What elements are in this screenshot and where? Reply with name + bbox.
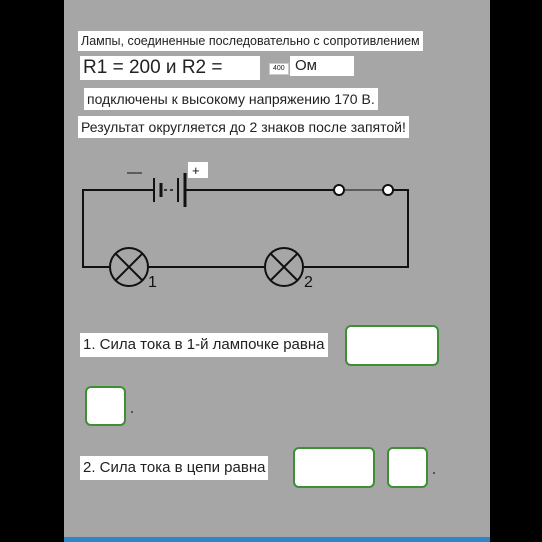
voltage-statement: подключены к высокому напряжению 170 В. bbox=[84, 88, 378, 110]
answer-2-unit-input[interactable] bbox=[387, 447, 428, 488]
question-1-text: 1. Сила тока в 1-й лампочке равна bbox=[80, 333, 328, 357]
resistance-statement: R1 = 200 и R2 = bbox=[80, 56, 260, 80]
question-2-text: 2. Сила тока в цепи равна bbox=[80, 456, 268, 480]
resistance-unit: Ом bbox=[290, 56, 354, 76]
lamp-2-label: 2 bbox=[304, 274, 313, 291]
lamp-1-label: 1 bbox=[148, 274, 157, 291]
answer-1-unit-input[interactable] bbox=[85, 386, 126, 426]
r2-value-hint: 400 bbox=[269, 63, 289, 75]
period-mark bbox=[433, 472, 435, 474]
terminal-right bbox=[383, 185, 393, 195]
answer-1-value-input[interactable] bbox=[345, 325, 439, 366]
rounding-note: Результат округляется до 2 знаков после запятой! bbox=[78, 116, 409, 138]
terminal-left bbox=[334, 185, 344, 195]
minus-label: — bbox=[127, 164, 142, 181]
exercise-panel bbox=[64, 0, 490, 542]
plus-label: + bbox=[192, 163, 200, 178]
circuit-diagram bbox=[78, 154, 418, 299]
bottom-action-bar[interactable] bbox=[64, 537, 490, 542]
answer-2-value-input[interactable] bbox=[293, 447, 375, 488]
period-mark bbox=[131, 411, 133, 413]
problem-title: Лампы, соединенные последовательно с сопротивлением bbox=[78, 31, 423, 51]
